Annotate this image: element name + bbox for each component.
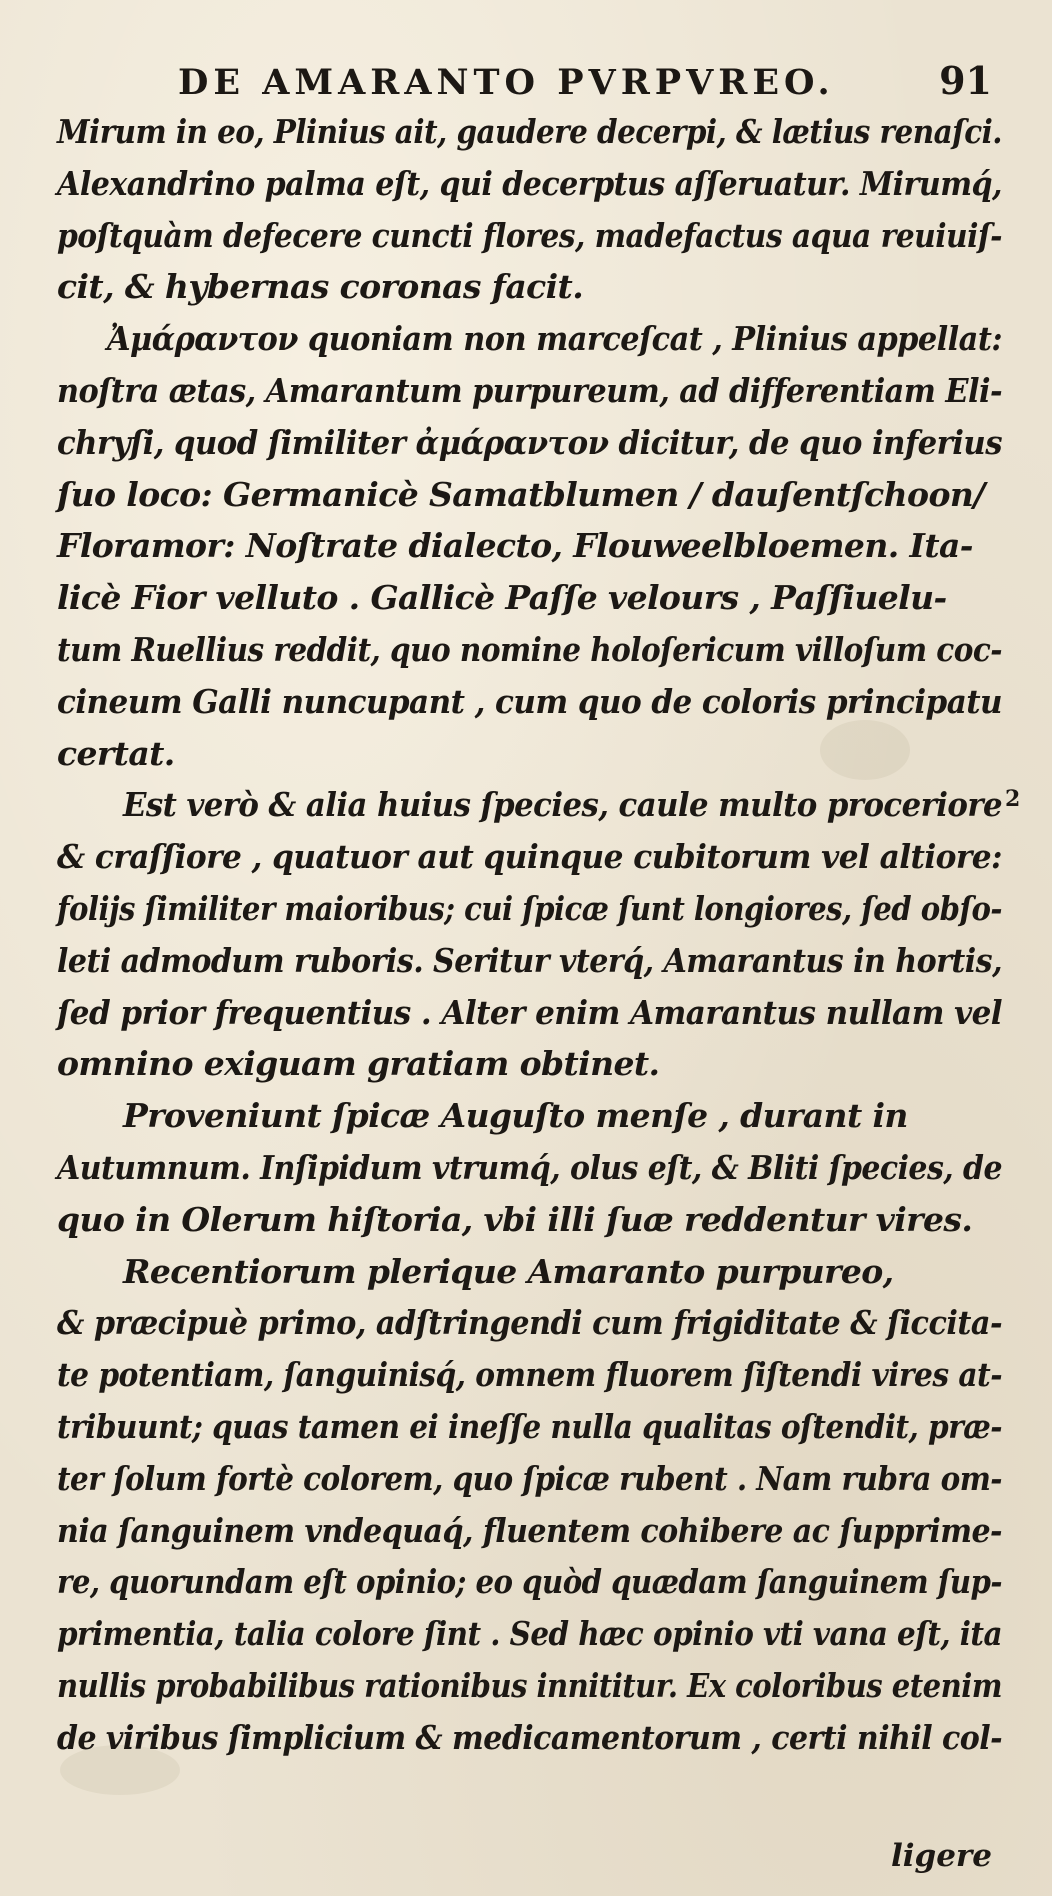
page-header bbox=[178, 52, 998, 108]
text-line: & præcipuè primo, adſtringendi cum frigiditate & ſiccita- bbox=[57, 1303, 1002, 1343]
text-line: tribuunt; quas tamen ei ineſſe nulla qualitas oſtendit, præ- bbox=[57, 1406, 1002, 1446]
text-line: leti admodum ruboris. Seritur vterq́, Amarantus in hortis, bbox=[57, 940, 1002, 980]
text-line: & craſſiore , quatuor aut quinque cubitorum vel altiore: bbox=[57, 837, 1002, 877]
text-line: cit, & hybernas coronas facit. bbox=[57, 267, 584, 307]
text-line: omnino exiguam gratiam obtinet. bbox=[57, 1044, 660, 1084]
text-line: nullis probabilibus rationibus innititur. Ex coloribus etenim bbox=[57, 1665, 1002, 1705]
text-line: Autumnum. Inſipidum vtrumq́, olus eſt, & Bliti ſpecies, de bbox=[57, 1147, 1002, 1187]
text-line: Proveniunt ſpicæ Auguſto menſe , durant in bbox=[123, 1096, 908, 1136]
text-line: poſtquàm defecere cuncti flores, madefactus aqua reuiuiſ- bbox=[57, 215, 1002, 255]
text-line: cineum Galli nuncupant , cum quo de coloris principatu bbox=[57, 681, 1002, 721]
text-line: ſuo loco: Germanicè Samatblumen / dauſentſchoon/ bbox=[57, 474, 985, 514]
text-line: ſed prior frequentius . Alter enim Amarantus nullam vel bbox=[57, 992, 1002, 1032]
text-line: re, quorundam eſt opinio; eo quòd quædam ſanguinem ſup- bbox=[57, 1562, 1002, 1602]
text-line: te potentiam, ſanguinisq́, omnem fluorem ſiſtendi vires at- bbox=[57, 1355, 1002, 1395]
text-line: Ἀμάραντον quoniam non marceſcat , Plinius appellat: bbox=[107, 319, 1002, 359]
text-line: Est verò & alia huius ſpecies, caule multo proceriore bbox=[123, 785, 1002, 825]
text-line: Recentiorum plerique Amaranto purpureo, bbox=[123, 1251, 894, 1291]
text-line: noſtra ætas, Amarantum purpureum, ad differentiam Eli- bbox=[57, 370, 1002, 410]
text-line: tum Ruellius reddit, quo nomine holoſericum villoſum coc- bbox=[57, 629, 1002, 669]
text-line: chryſi, quod ſimiliter ἀμάραντον dicitur, de quo inferius bbox=[57, 422, 1002, 462]
text-line: quo in Olerum hiſtoria, vbi illi ſuæ reddentur vires. bbox=[57, 1199, 973, 1239]
catchword: ligere bbox=[890, 1838, 992, 1874]
text-line: de viribus ſimplicium & medicamentorum , certi nihil col- bbox=[57, 1717, 1002, 1757]
text-line: Mirum in eo, Plinius ait, gaudere decerpi, & lætius renaſci. bbox=[57, 112, 1002, 151]
text-line: Floramor: Noſtrate dialecto, Flouweelbloemen. Ita- bbox=[57, 526, 973, 566]
text-line: primentia, talia colore ſint . Sed hæc opinio vti vana eſt, ita bbox=[57, 1614, 1002, 1654]
text-line: folijs ſimiliter maioribus; cui ſpicæ ſunt longiores, ſed obſo- bbox=[57, 888, 1002, 928]
running-title: DE AMARANTO PVRPVREO. bbox=[178, 62, 835, 103]
page-number: 91 bbox=[939, 58, 992, 103]
margin-note: 2 bbox=[1005, 786, 1021, 812]
body-text bbox=[57, 106, 1002, 1764]
text-line: certat. bbox=[57, 733, 175, 773]
text-line: nia ſanguinem vndequaq́, fluentem cohibere ac ſupprime- bbox=[57, 1510, 1002, 1550]
text-line: licè Fior velluto . Gallicè Paſſe velours , Paſſiuelu- bbox=[57, 578, 947, 618]
text-line: ter ſolum fortè colorem, quo ſpicæ rubent . Nam rubra om- bbox=[57, 1458, 1002, 1498]
text-line: Alexandrino palma eſt, qui decerptus aſſeruatur. Mirumq́, bbox=[57, 163, 1002, 203]
